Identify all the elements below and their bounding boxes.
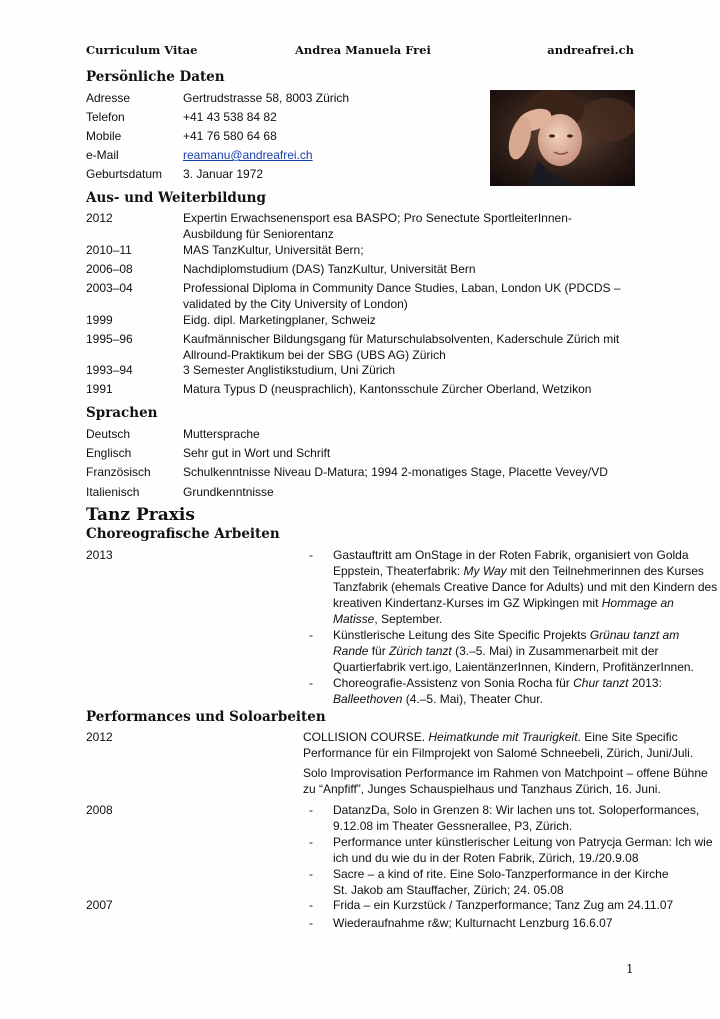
education-year: 2012 [86,211,113,225]
education-text: Nachdiplomstudium (DAS) TanzKultur, Universität Bern [183,262,476,276]
personal-key: Telefon [86,110,125,124]
page-header [86,43,634,59]
email-link[interactable]: reamanu@andreafrei.ch [183,148,313,162]
education-year: 1999 [86,313,113,327]
bullet-dash: - [309,676,313,690]
education-text: MAS TanzKultur, Universität Bern; [183,243,364,257]
personal-value: +41 43 538 84 82 [183,110,277,124]
section-title-personal: Persönliche Daten [86,69,225,85]
education-text: Expertin Erwachsenensport esa BASPO; Pro Senectute SportleiterInnen- Ausbildung für Seniorentanz [183,211,572,241]
personal-key: Geburtsdatum [86,167,163,181]
language-name: Deutsch [86,427,131,441]
bullet-dash: - [309,867,313,881]
page-number: 1 [626,962,634,976]
header-name: Andrea Manuela Frei [295,43,431,57]
choreo-year: 2013 [86,548,113,562]
language-name: Englisch [86,446,132,460]
education-text: Eidg. dipl. Marketingplaner, Schweiz [183,313,376,327]
header-website: andreafrei.ch [547,43,634,57]
performance-text: DatanzDa, Solo in Grenzen 8: Wir lachen uns tot. Soloperformances, 9.12.08 im Theater Gessnerallee, P3, Zürich. [333,803,700,833]
choreo-text: Choreografie-Assistenz von Sonia Rocha für Chur tanzt 2013: Balleethoven (4.–5. Mai), Theater Chur. [333,676,662,706]
performance-text: Sacre – a kind of rite. Eine Solo-Tanzperformance in der Kirche St. Jakob am Stauffacher, Zürich; 24. 05.08 [333,867,669,897]
education-text: 3 Semester Anglistikstudium, Uni Zürich [183,363,396,377]
section-title-dance-practice: Tanz Praxis [86,505,195,525]
personal-value: +41 76 580 64 68 [183,129,277,143]
education-year: 2003–04 [86,281,133,295]
section-title-languages: Sprachen [86,405,158,421]
bullet-dash: - [309,916,313,930]
performance-text: Solo Improvisation Performance im Rahmen von Matchpoint – offene Bühne zu “Anpfiff”, Junges Schauspielhaus und Tanzhaus Zürich, 16. Juni. [303,766,708,796]
choreo-text: Gastauftritt am OnStage in der Roten Fabrik, organisiert von Golda Eppstein, Theaterfabrik: My Way mit den Teilnehmerinnen des Kurses Tanzfabrik (ehemals Creative Dance for Adults) und mit den Kindern des kreativen Kindertanz-Kurses im GZ Wipkingen mit Hommage an Matisse, September. [333,548,718,626]
performance-text: Performance unter künstlerischer Leitung von Patrycja German: Ich wie ich und du wie du in der Roten Fabrik, Zürich, 19./20.9.08 [333,835,713,865]
section-title-education: Aus- und Weiterbildung [86,190,266,206]
language-level: Schulkenntnisse Niveau D-Matura; 1994 2-monatiges Stage, Placette Vevey/VD [183,465,608,479]
header-doc-title: Curriculum Vitae [86,43,198,57]
education-year: 2006–08 [86,262,133,276]
bullet-dash: - [309,835,313,849]
personal-value: 3. Januar 1972 [183,167,264,181]
language-name: Französisch [86,465,151,479]
education-year: 1993–94 [86,363,133,377]
choreo-text: Künstlerische Leitung des Site Specific Projekts Grünau tanzt am Rande für Zürich tanzt (3.–5. Mai) in Zusammenarbeit mit der Quartierfabrik vert.igo, LaientänzerInnen, Kindern, ProfitänzerInnen. [333,628,694,674]
education-text: Matura Typus D (neusprachlich), Kantonsschule Zürcher Oberland, Wetzikon [183,382,592,396]
subsection-title-performances: Performances und Soloarbeiten [86,709,326,725]
bullet-dash: - [309,803,313,817]
performance-year: 2008 [86,803,113,817]
personal-key: e-Mail [86,148,119,162]
language-level: Grundkenntnisse [183,485,274,499]
education-year: 1995–96 [86,332,133,346]
subsection-title-choreography: Choreografische Arbeiten [86,526,280,542]
bullet-dash: - [309,898,313,912]
language-level: Muttersprache [183,427,260,441]
personal-key: Mobile [86,129,122,143]
performance-text: Frida – ein Kurzstück / Tanzperformance; Tanz Zug am 24.11.07 [333,898,674,912]
performance-year: 2007 [86,898,113,912]
language-level: Sehr gut in Wort und Schrift [183,446,331,460]
bullet-dash: - [309,628,313,642]
education-text: Professional Diploma in Community Dance Studies, Laban, London UK (PDCDS – validated by the City University of London) [183,281,621,311]
performance-text: Wiederaufnahme r&w; Kulturnacht Lenzburg 16.6.07 [333,916,613,930]
language-name: Italienisch [86,485,140,499]
education-year: 2010–11 [86,243,132,257]
portrait-photo [490,90,635,186]
bullet-dash: - [309,548,313,562]
personal-value: Gertrudstrasse 58, 8003 Zürich [183,91,350,105]
education-text: Kaufmännischer Bildungsgang für Maturschulabsolventen, Kaderschule Zürich mit Allround-Praktikum bei der SBG (UBS AG) Zürich [183,332,620,362]
performance-year: 2012 [86,730,113,744]
personal-key: Adresse [86,91,131,105]
performance-text: COLLISION COURSE. Heimatkunde mit Traurigkeit. Eine Site Specific Performance für ein Filmprojekt von Salomé Schneebeli, Zürich, Juni/Juli. [303,730,694,760]
education-year: 1991 [86,382,113,396]
